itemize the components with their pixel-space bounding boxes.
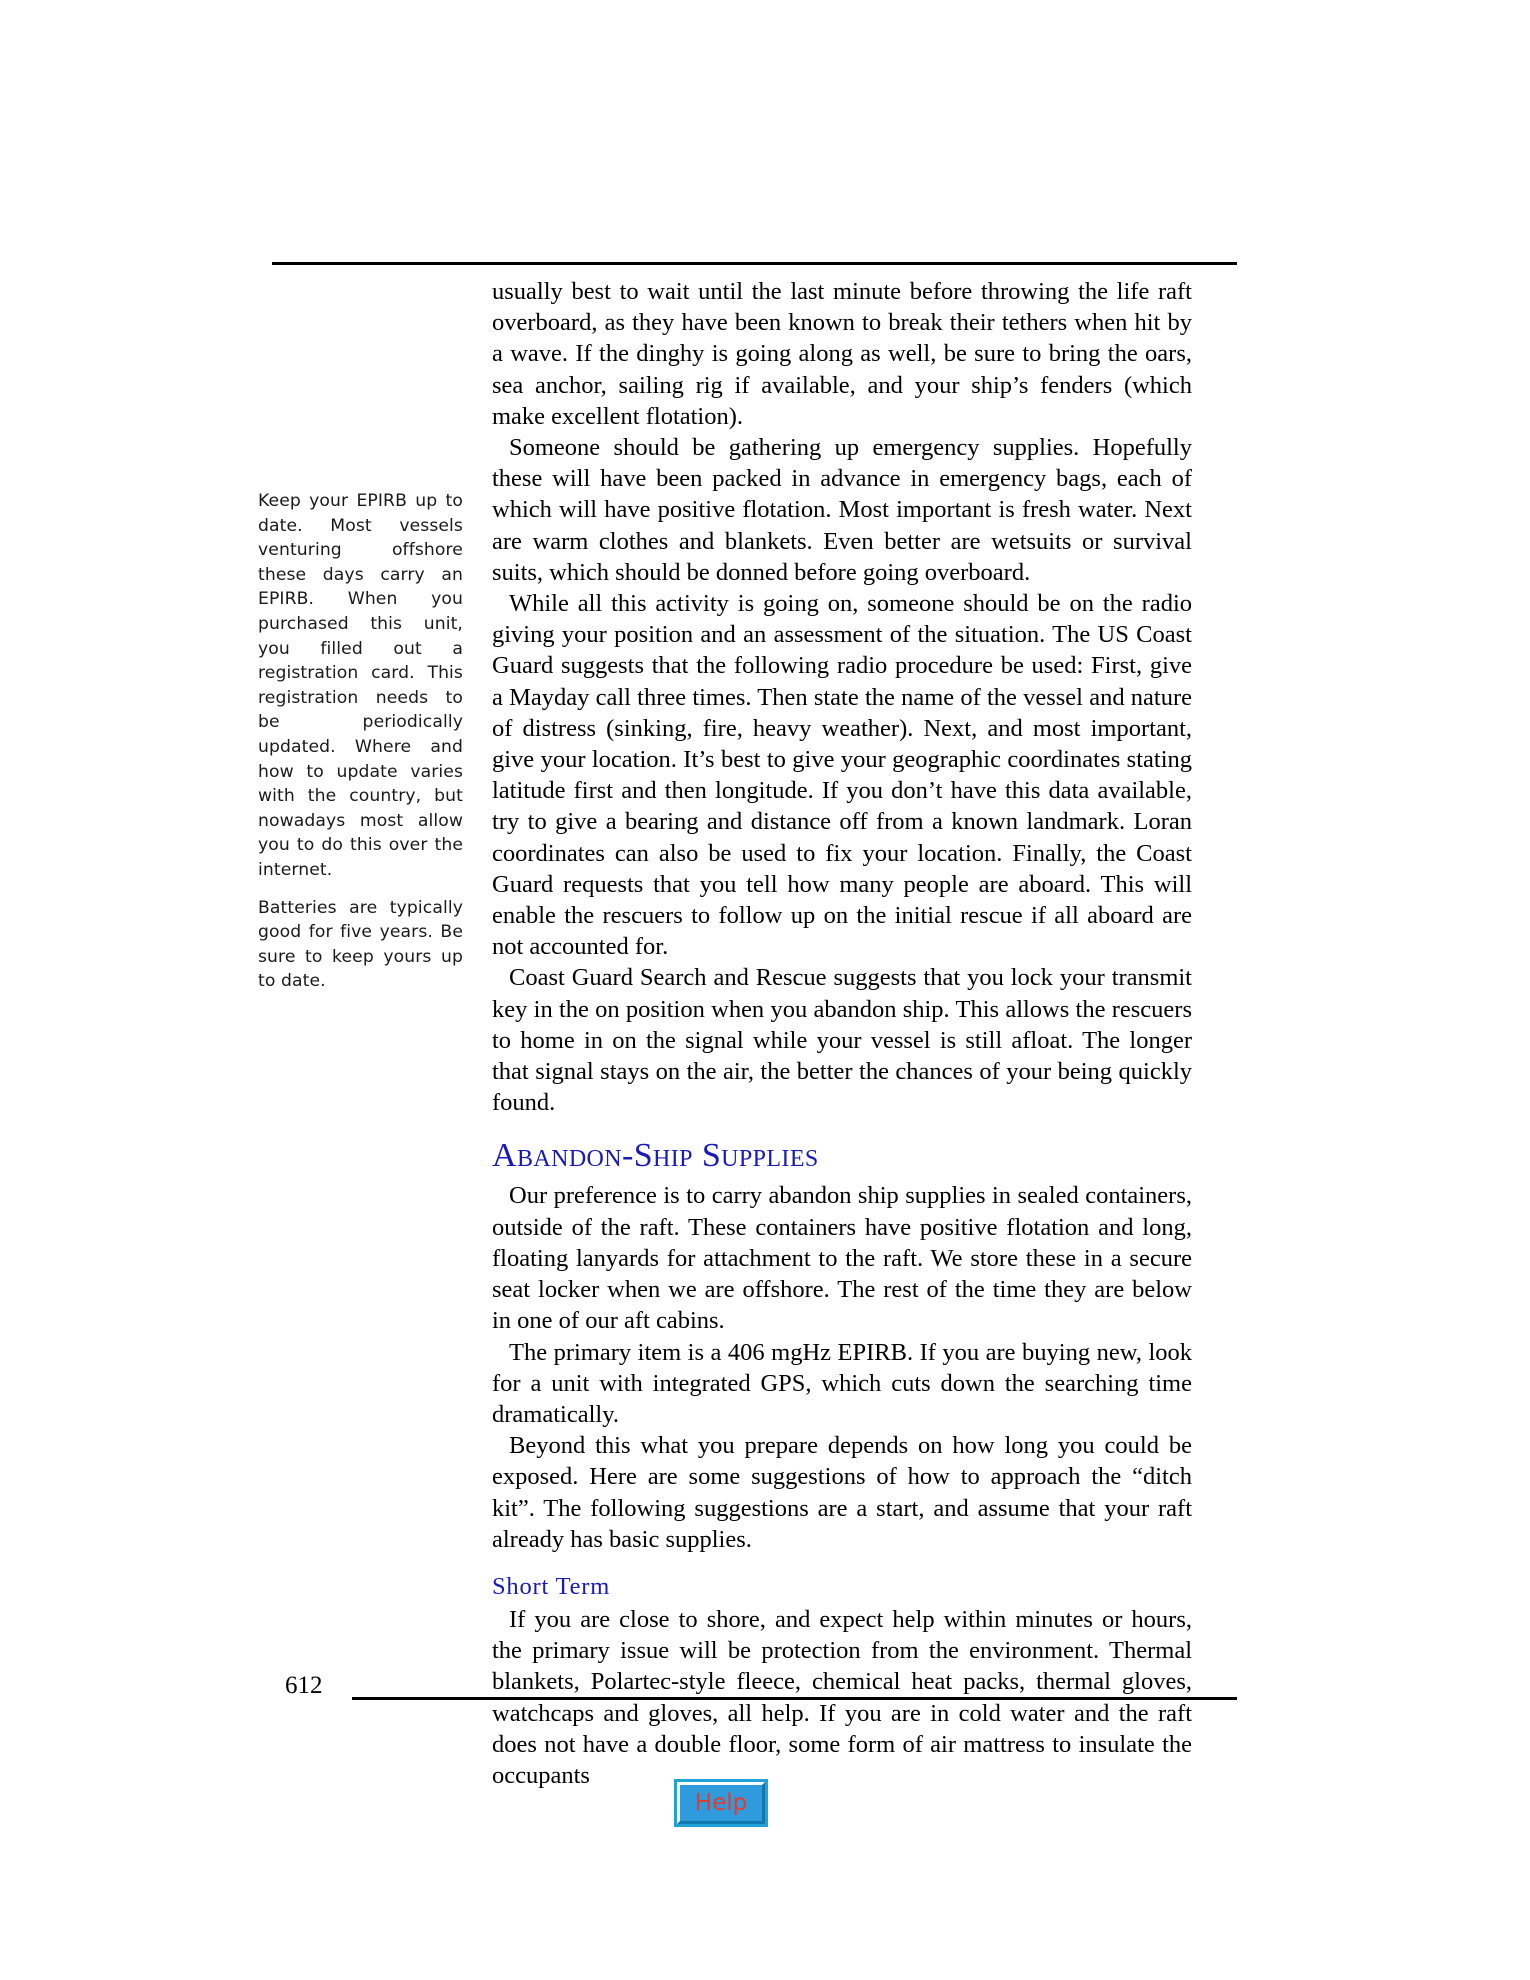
help-button[interactable]: [677, 1782, 765, 1824]
body-paragraph-3: While all this activity is going on, someone should be on the radio giving your position and an assessment of the situation. The US Coast Guard suggests that the following radio procedure be used: First, give a Mayday call three times. Then state the name of the vessel and nature of distress (sinking, fire, heavy weather). Next, and most important, give your location. It’s best to give your geographic coordinates stating latitude first and then longitude. If you don’t have this data available, try to give a bearing and distance off from a known landmark. Loran coordinates can also be used to fix your location. Finally, the Coast Guard requests that you tell how many people are aboard. This will enable the rescuers to follow up on the initial rescue if all aboard are not accounted for.: [492, 590, 1192, 961]
sub-heading-short-term: Short Term: [492, 1572, 611, 1600]
header-rule: [272, 262, 1237, 265]
body-paragraph-5: Our preference is to carry abandon ship supplies in sealed containers, outside of the raft. These containers have positive flotation and long, floating lanyards for attachment to the raft. We store these in a secure seat locker when we are offshore. The rest of the time they are below in one of our aft cabins.: [492, 1182, 1192, 1335]
body-paragraph-7: Beyond this what you prepare depends on how long you could be exposed. Here are some suggestions of how to approach the “ditch kit”. The following suggestions are a start, and assume that your raft already has basic supplies.: [492, 1432, 1192, 1553]
body-paragraph-6: The primary item is a 406 mgHz EPIRB. If you are buying new, look for a unit with integrated GPS, which cuts down the searching time dramatically.: [492, 1338, 1192, 1428]
sidenote-paragraph-2: Batteries are typically good for five years. Be sure to keep yours up to date.: [258, 897, 463, 992]
section-heading-abandon-ship-supplies: Abandon-Ship Supplies: [492, 1137, 819, 1175]
body-paragraph-1: usually best to wait until the last minute before throwing the life raft overboard, as they have been known to break their tethers when hit by a wave. If the dinghy is going along as well, be sure to bring the oars, sea anchor, sailing rig if available, and your ship’s fenders (which make excellent flotation).: [492, 278, 1192, 430]
help-button-label: Help: [694, 1789, 748, 1816]
body-paragraph-2: Someone should be gathering up emergency supplies. Hopefully these will have been packed in advance in emergency bags, each of which will have positive flotation. Most important is fresh water. Next are warm clothes and blankets. Even better are wetsuits or survival suits, which should be donned before going overboard.: [492, 434, 1192, 586]
body-paragraph-8: If you are close to shore, and expect help within minutes or hours, the primary issue will be protection from the environment. Thermal blankets, Polartec-style fleece, chemical heat packs, thermal gloves, watchcaps and gloves, all help. If you are in cold water and the raft does not have a double floor, some form of air mattress to insulate the occupants: [492, 1605, 1192, 1789]
page-number: 612: [285, 1672, 323, 1699]
body-paragraph-4: Coast Guard Search and Rescue suggests that you lock your transmit key in the on position when you abandon ship. This allows the rescuers to home in on the signal while your vessel is still afloat. The longer that signal stays on the air, the better the chances of your being quickly found.: [492, 964, 1192, 1117]
main-text-column: [492, 276, 1192, 1791]
footer-rule: [352, 1697, 1237, 1700]
sidenote-paragraph-1: Keep your EPIRB up to date. Most vessels venturing offshore these days carry an EPIRB. When you purchased this unit, you filled out a registration card. This registration needs to be periodically updated. Where and how to update varies with the country, but nowadays most allow you to do this over the internet.: [258, 491, 463, 880]
margin-sidenote: [258, 489, 463, 994]
